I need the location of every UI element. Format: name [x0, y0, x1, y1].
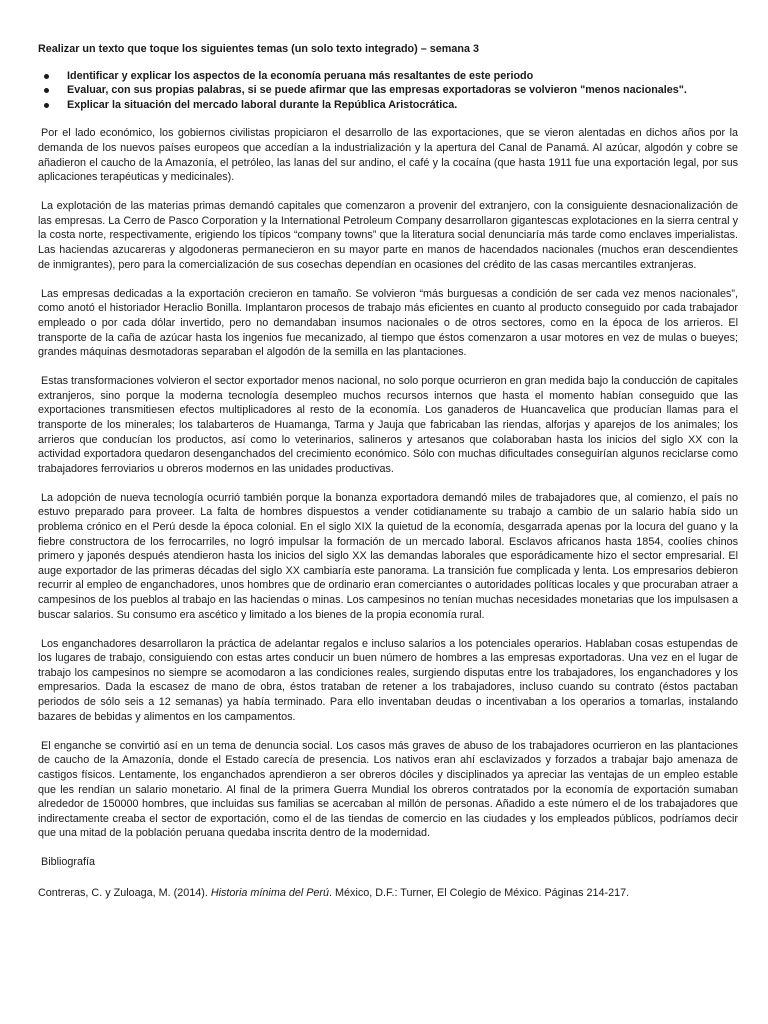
task-item: Explicar la situación del mercado laboral durante la República Aristocrática.: [38, 98, 738, 113]
bibliography-reference: Contreras, C. y Zuloaga, M. (2014). Historia mínima del Perú. México, D.F.: Turner, El Colegio de México. Páginas 214-217.: [38, 887, 630, 899]
reference-book-title: Historia mínima del Perú: [210, 887, 330, 899]
body-paragraph: Estas transformaciones volvieron el sector exportador menos nacional, no solo porque ocurrieron en gran medida bajo la conducción de capitales extranjeros, sino porque la moderna tecnología desempleo muchos recursos internos que hasta el momento habían conseguido que las exportaciones transmitiesen efectos multiplicadores al resto de la economía. Los ganaderos de Huancavelica que producían llamas para el transporte de los minerales; los talabarteros de Huamanga, Tarma y Jauja que fabricaban las riendas, alforjas y aparejos de los animales; los arrieros que conducían los productos, así como lo veterinarios, salineros y artesanos que colaboraban hasta los inicios del siglo XX con la actividad exportadora quedaron desenganchados del crecimiento económico. Sólo con muchas dificultades conseguirían algunos reciclarse como trabajadores ferroviarios u obreros modernos en las unidades productivas.: [38, 375, 738, 475]
body-paragraph: El enganche se convirtió así en un tema de denuncia social. Los casos más graves de abuso de los trabajadores ocurrieron en las plantaciones de caucho de la Amazonía, donde el Estado carecía de presencia. Los nativos eran ahí esclavizados y forzados a trabajar bajo amenaza de castigos físicos. Lentamente, los enganchados aprendieron a ser obreros dóciles y disciplinados ya apreciar las ventajas de un empleo estable que les rendían un salario monetario. Al final de la primera Guerra Mundial los obreros contratados por la economía de exportación sumaban alrededor de 150000 hombres, que incluidas sus familias se acercaban al millón de personas. Añadido a este número el de los trabajadores que indirectamente creaba el sector de exportación, como el de las tiendas de comercio en las ciudades y los empleados públicos, podríamos decir que una mitad de la población peruana quedaba inscrita dentro de la modernidad.: [38, 739, 738, 840]
body-paragraph: La explotación de las materias primas demandó capitales que comenzaron a provenir del extranjero, con la consiguiente desnacionalización de las empresas. La Cerro de Pasco Corporation y la International Petroleum Company desarrollaron gigantescas explotaciones en la sierra central y la costa norte, respectivamente, erigiendo los típicos “company towns” que la literatura social denunciaría más tarde como enclaves imperialistas. Las haciendas azucareras y algodoneras permanecieron en su mayor parte en manos de hacendados nacionales (muchos eran descendientes de inmigrantes), pero para la comercialización de sus cosechas dependían en ocasiones del crédito de las casas mercantiles extranjeras.: [38, 200, 738, 271]
bibliography-heading: Bibliografía: [41, 856, 96, 869]
task-item: Identificar y explicar los aspectos de la economía peruana más resaltantes de este periodo: [38, 69, 738, 84]
body-paragraph: La adopción de nueva tecnología ocurrió también porque la bonanza exportadora demandó miles de trabajadores que, al comienzo, el país no estuvo preparado para proveer. La falta de hombres dispuestos a vender cotidianamente su trabajo a cambio de un salario había sido un problema crónico en el Perú desde la época colonial. En el siglo XIX la quietud de la economía, desgarrada apenas por la locura del guano y la fiebre constructora de los ferrocarriles, no logró impulsar la formación de un mercado laboral. Esclavos africanos hasta 1854, coolíes chinos primero y japonés después atendieron hasta los inicios del siglo XX las demandas laborales que esporádicamente hizo el sector empresarial. El auge exportador de las primeras décadas del siglo XX cambiaría este panorama. La transición fue complicada y lenta. Los empresarios debieron recurrir al empleo de enganchadores, unos hombres que de ordinario eran comerciantes o autoridades políticas locales y que procuraban atraer a campesinos de los pueblos al trabajo en las haciendas o minas. Los campesinos no tenían muchas necesidades monetarias que los impulsasen a buscar salarios. Su consumo era ascético y limitado a los bienes de la propia economía rural.: [38, 491, 738, 621]
task-item: Evaluar, con sus propias palabras, si se puede afirmar que las empresas exportadoras se volvieron "menos nacionales".: [38, 83, 738, 98]
body-paragraph: Las empresas dedicadas a la exportación crecieron en tamaño. Se volvieron “más burguesas a condición de ser cada vez menos nacionales”, como anotó el historiador Heraclio Bonilla. Implantaron procesos de trabajo más eficientes en cuanto al producto conseguido por cada trabajador empleado o por cada dólar invertido, pero no demandaban insumos nacionales o de otros sectores, como en la época de los arrieros. El transporte de la caña de azúcar hasta los ingenios fue mecanizado, al tiempo que éstos comenzaron a usar motores en vez de mulas o bueyes; grandes máquinas desmotadoras separaban el algodón de la semilla en las plantaciones.: [38, 287, 738, 359]
body-paragraph: Los enganchadores desarrollaron la práctica de adelantar regalos e incluso salarios a los potenciales operarios. Hablaban cosas estupendas de los lugares de trabajo, consiguiendo con estas artes conducir un buen número de hombres a las empresas exportadoras. Una vez en el lugar de trabajo los campesinos no siempre se acomodaron a las condiciones reales, surgiendo disputas entre los trabajadores, los enganchadores y los empresarios. Dada la escasez de mano de obra, éstos trataban de retener a los trabajadores, incluso cuando su contrato (éstos pactaban periodos de sólo seis a 12 semanas) ya había terminado. Para ello inventaban deudas o incentivaban a los operarios a tomarlas, instalando bazares de bebidas y alimentos en los campamentos.: [38, 637, 738, 723]
document-title: Realizar un texto que toque los siguientes temas (un solo texto integrado) – semana 3: [38, 43, 479, 55]
task-list: [38, 69, 738, 113]
body-paragraph: Por el lado económico, los gobiernos civilistas propiciaron el desarrollo de las exportaciones, que se vieron alentadas en dichos años por la demanda de los nuevos países europeos que accedían a la industrialización y la apertura del Canal de Panamá. Al azúcar, algodón y cobre se añadieron el caucho de la Amazonía, el petróleo, las lanas del sur andino, el café y la cocaína (que hasta 1911 fue una exportación legal, por sus aplicaciones terapéuticas y medicinales).: [38, 127, 738, 184]
